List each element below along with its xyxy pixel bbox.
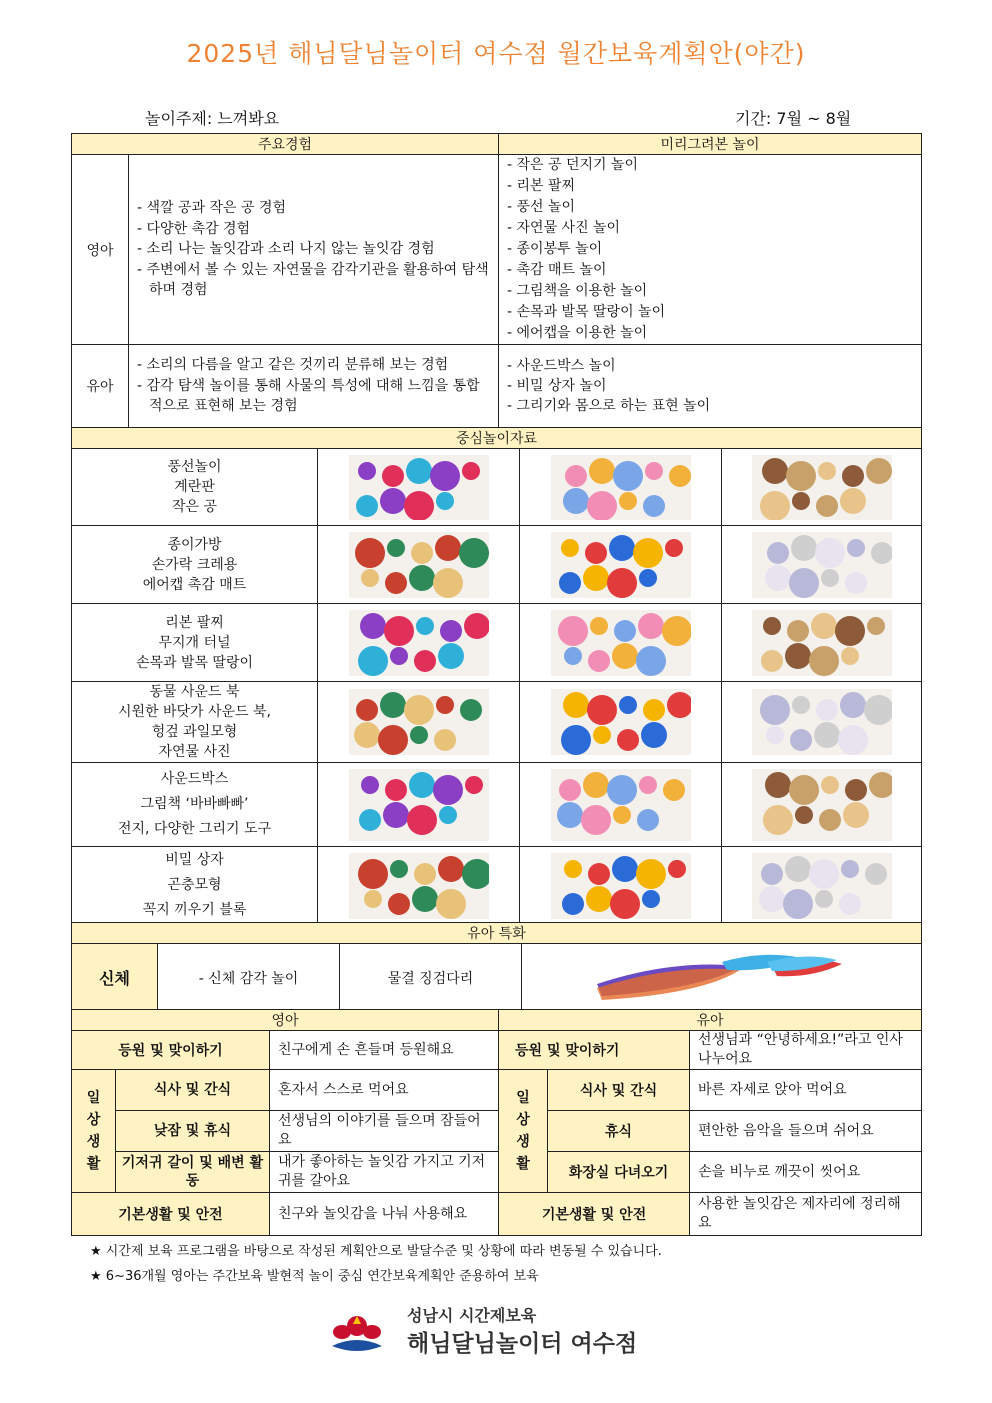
material-label-line: 계란판 [174,479,215,495]
footer-line2: 해님달님놀이터 여수점 [407,1331,638,1357]
material-row [72,604,922,682]
toddler-arrival-label: 등원 및 맞이하기 [499,1031,690,1070]
toddler-plays-cell [499,345,922,428]
material-label-line: 시원한 바닷가 사운드 북, [117,704,272,720]
material-label-line: 리본 팔찌 [165,614,224,631]
infant-plays-cell [499,155,922,345]
plan-table [71,133,922,428]
material-label-line: 전지, 다양한 그리기 도구 [117,821,272,837]
toddler-play-item: - 비밀 상자 놀이 [507,378,607,394]
material-photo-cell [318,604,520,682]
infant-play-item: - 작은 공 던지기 놀이 [507,157,639,173]
toddler-play-item: - 사운드박스 놀이 [507,358,616,374]
material-label-line: 작은 공 [171,499,218,515]
material-photo-cell [722,526,922,604]
insect-models-photo [520,853,721,919]
material-photo-cell [520,449,722,526]
infant-experience-item: - 주변에서 볼 수 있는 자연물을 감각기관을 활용하여 탐색하며 경험 [137,261,489,299]
wrist-rattle-photo [722,610,921,676]
barbapapa-book-photo [520,769,721,841]
material-photo-cell [318,526,520,604]
seongnam-city-logo [327,1308,387,1358]
material-label-line: 무지개 터널 [158,634,231,651]
material-label-line: 손목과 발목 딸랑이 [135,654,254,671]
toddler-label: 유아 [72,345,129,428]
infant-arrival-text: 친구에게 손 흔들며 등원해요 [270,1031,499,1070]
material-label [72,526,318,604]
note-2: ★ 6~36개월 영아는 주간보육 발현적 놀이 중심 연간보육계획안 준용하여 보육 [90,1269,539,1284]
material-row [72,682,922,763]
toddler-play-list [499,356,921,416]
daily-table [71,1009,922,1236]
material-row [72,763,922,847]
infant-play-item: - 그림책을 이용한 놀이 [507,283,648,299]
material-label-line: 종이가방 [167,536,222,553]
materials-header: 중심놀이자료 [72,428,922,449]
infant-nap-text: 선생님의 이야기를 들으며 잠들어요 [270,1111,499,1152]
material-photo-cell [722,763,922,847]
infant-experience-item: - 소리 나는 놀잇감과 소리 나지 않는 놀잇감 경험 [137,241,435,258]
material-label-line: 헝겊 과일모형 [151,724,238,740]
daily-infant-header: 영아 [72,1010,499,1031]
aircap-mat-photo [722,532,921,598]
material-row [72,847,922,925]
toddler-experiences-cell [129,345,499,428]
infant-label: 영아 [72,155,129,345]
toddler-play-item: - 그리기와 몸으로 하는 표현 놀이 [507,398,711,414]
toddler-toilet-label: 화장실 다녀오기 [548,1152,690,1193]
toddler-rest-text: 편안한 음악을 들으며 쉬어요 [690,1111,922,1152]
small-balls-basket-photo [722,455,921,520]
page-title: 2025년 해님달님놀이터 여수점 월간보육계획안(야간) [186,39,806,68]
material-label-line: 자연물 사진 [158,744,231,760]
material-label-line: 손가락 크레용 [151,556,238,573]
footer [327,1303,707,1363]
infant-play-item: - 리본 팔찌 [507,178,576,194]
material-photo-cell [520,682,722,763]
sound-box-photo [318,769,519,841]
wave-stepping-stones-photo [522,944,922,1012]
material-photo-cell [520,847,722,925]
material-row [72,449,922,526]
material-photo-cell [318,682,520,763]
toddler-meal-label: 식사 및 간식 [548,1070,690,1111]
material-label-line: 사운드박스 [160,771,229,787]
material-label [72,449,318,526]
paper-bag-photo [318,532,519,598]
infant-diaper-label: 기저귀 갈이 및 배변 활동 [116,1152,270,1193]
infant-play-item: - 풍선 놀이 [507,199,576,215]
material-photo-cell [520,763,722,847]
daily-toddler-header: 유아 [499,1010,922,1031]
special-category: 신체 [72,944,158,1012]
plan-period: 기간: 7월 ~ 8월 [735,109,852,128]
infant-play-item: - 손목과 발목 딸랑이 놀이 [507,304,666,320]
sound-book-photo [318,689,519,755]
infant-play-list [499,155,921,344]
infant-meal-label: 식사 및 간식 [116,1070,270,1111]
material-photo-cell [520,604,722,682]
play-theme: 놀이주제: 느껴봐요 [145,109,280,128]
material-row [72,526,922,604]
special-activity: - 신체 감각 놀이 [158,944,340,1012]
infant-nap-label: 낮잠 및 휴식 [116,1111,270,1152]
toddler-experience-item: - 감각 탐색 놀이를 통해 사물의 특성에 대해 느낌을 통합적으로 표현해 보는 경험 [137,377,480,415]
planned-play-header: 미리그려본 놀이 [499,134,922,155]
material-label-line: 동물 사운드 북 [149,684,240,700]
material-label [72,763,318,847]
peg-blocks-photo [722,853,921,919]
material-label [72,847,318,925]
infant-basic-label: 기본생활 및 안전 [72,1193,270,1236]
main-experience-header: 주요경험 [72,134,499,155]
finger-crayon-photo [520,532,721,598]
secret-box-photo [318,853,519,919]
ribbon-bracelet-photo [318,610,519,676]
toddler-daily-label: 일 상 생 활 [499,1070,548,1193]
egg-tray-photo [520,455,721,520]
material-photo-cell [318,449,520,526]
infant-diaper-text: 내가 좋아하는 놀잇감 가지고 기저귀를 갈아요 [270,1152,499,1193]
material-label-line: 꼭지 끼우기 블록 [142,902,247,918]
balloon-balls-photo [318,455,519,520]
material-label-line: 에어캡 촉감 매트 [142,576,247,593]
nature-photo-cards [722,689,921,755]
materials-table [71,427,922,925]
toddler-basic-text: 사용한 놀잇감은 제자리에 정리해요 [690,1193,922,1236]
material-photo-cell [318,847,520,925]
material-photo-cell [722,847,922,925]
special-header: 유아 특화 [72,923,922,944]
infant-basic-text: 친구와 놀잇감을 나눠 사용해요 [270,1193,499,1236]
infant-play-item: - 촉감 매트 놀이 [507,262,607,278]
infant-experience-item: - 색깔 공과 작은 공 경험 [137,200,287,217]
drawing-tools-photo [722,769,921,841]
material-label-line: 비밀 상자 [165,852,224,868]
material-label [72,604,318,682]
infant-experiences-cell [129,155,499,345]
material-label-line: 곤충모형 [167,877,222,893]
infant-meal-text: 혼자서 스스로 먹어요 [270,1070,499,1111]
infant-daily-label: 일 상 생 활 [72,1070,116,1193]
toddler-experience-list [129,355,498,417]
toddler-experience-item: - 소리의 다름을 알고 같은 것끼리 분류해 보는 경험 [137,357,449,374]
material-label-line: 풍선놀이 [167,459,222,475]
toddler-arrival-text: 선생님과 “안녕하세요!”라고 인사 나누어요 [690,1031,922,1070]
special-table [71,922,922,1012]
material-photo-cell [520,526,722,604]
material-label-line: 그림책 ‘바바빠빠’ [140,796,249,812]
infant-play-item: - 종이봉투 놀이 [507,241,603,257]
material-photo-cell [318,763,520,847]
note-1: ★ 시간제 보육 프로그램을 바탕으로 작성된 계획안으로 발달수준 및 상황에 따라 변동될 수 있습니다. [90,1244,662,1259]
material-photo-cell [722,449,922,526]
toddler-toilet-text: 손을 비누로 깨끗이 씻어요 [690,1152,922,1193]
toddler-rest-label: 휴식 [548,1111,690,1152]
special-item: 물결 징검다리 [340,944,522,1012]
infant-arrival-label: 등원 및 맞이하기 [72,1031,270,1070]
fabric-fruit-photo [520,689,721,755]
rainbow-tunnel-photo [520,610,721,676]
infant-experience-item: - 다양한 촉감 경험 [137,220,251,237]
material-label [72,682,318,763]
infant-experience-list [129,198,498,301]
material-photo-cell [722,604,922,682]
material-photo-cell [722,682,922,763]
infant-play-item: - 자연물 사진 놀이 [507,220,621,236]
toddler-basic-label: 기본생활 및 안전 [499,1193,690,1236]
toddler-meal-text: 바른 자세로 앉아 먹어요 [690,1070,922,1111]
infant-play-item: - 에어캡을 이용한 놀이 [507,325,648,341]
footer-line1: 성남시 시간제보육 [407,1306,537,1325]
